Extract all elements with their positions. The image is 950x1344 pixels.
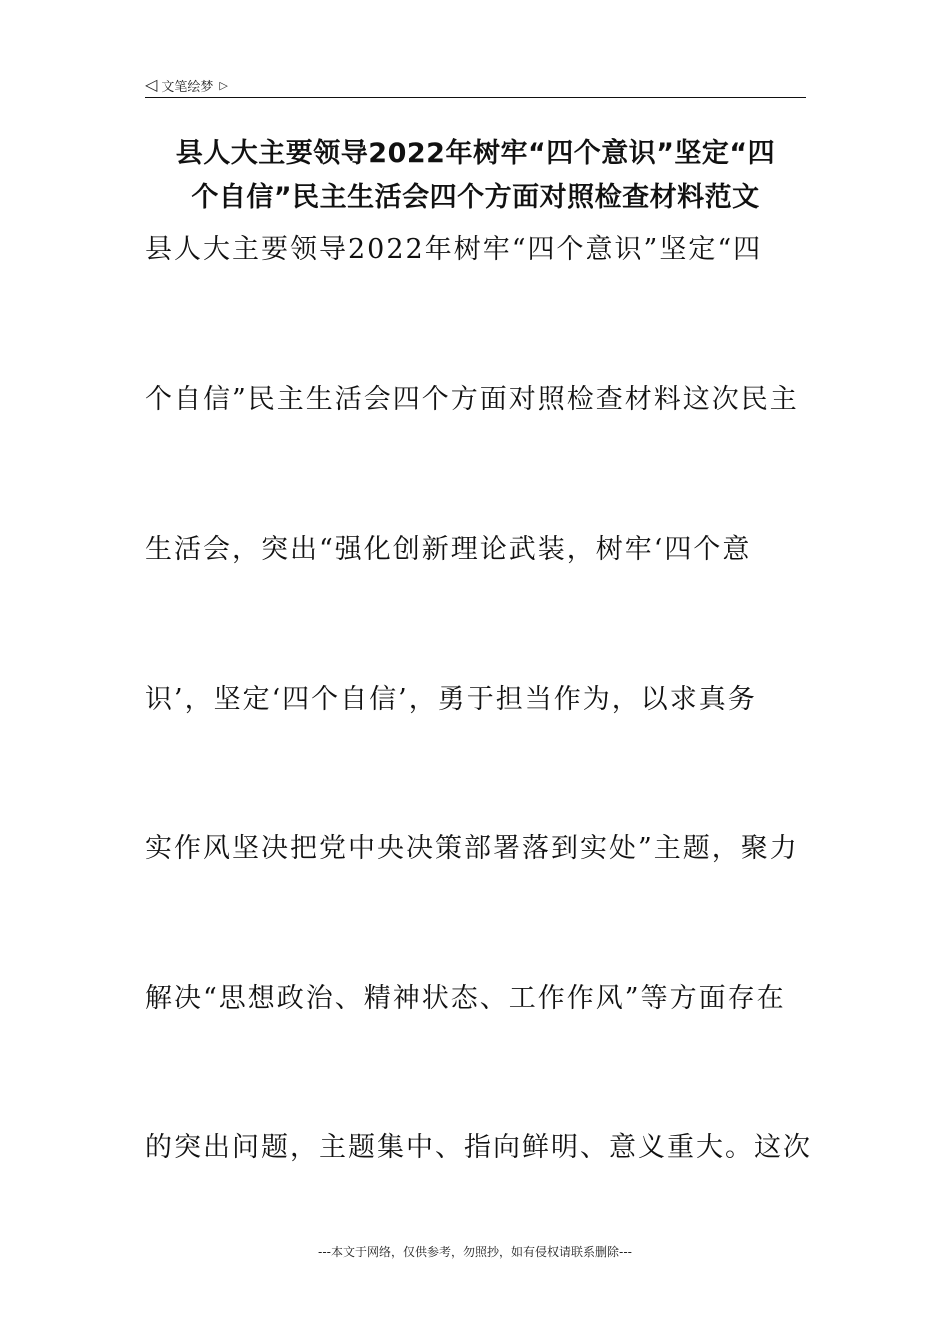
- body-line-1: 县人大主要领导2022年树牢“四个意识”坚定“四: [145, 234, 763, 265]
- title-line-1: 县人大主要领导2022年树牢“四个意识”坚定“四: [175, 138, 776, 169]
- header-brand: 文笔绘梦: [161, 79, 214, 95]
- title-line-2: 个自信”民主生活会四个方面对照检查材料范文: [191, 182, 760, 213]
- body-line-3: 生活会，突出“强化创新理论武装，树牢‘四个意: [145, 534, 752, 565]
- body-line-4: 识’，坚定‘四个自信’，勇于担当作为，以求真务: [145, 684, 757, 715]
- body-line-7: 的突出问题，主题集中、指向鲜明、意义重大。这次: [145, 1132, 812, 1163]
- footer-disclaimer: ---本文于网络，仅供参考，勿照抄，如有侵权请联系删除---: [318, 1245, 632, 1259]
- left-triangle-icon: ◁: [145, 75, 158, 94]
- header-divider: [145, 97, 806, 98]
- document-title: [145, 132, 806, 220]
- body-line-6: 解决“思想政治、精神状态、工作作风”等方面存在: [145, 983, 786, 1014]
- body-line-2: 个自信”民主生活会四个方面对照检查材料这次民主: [145, 384, 799, 415]
- page-header: [145, 74, 806, 96]
- body-line-5: 实作风坚决把党中央决策部署落到实处”主题，聚力: [145, 833, 799, 864]
- right-triangle-icon: ▷: [219, 78, 228, 92]
